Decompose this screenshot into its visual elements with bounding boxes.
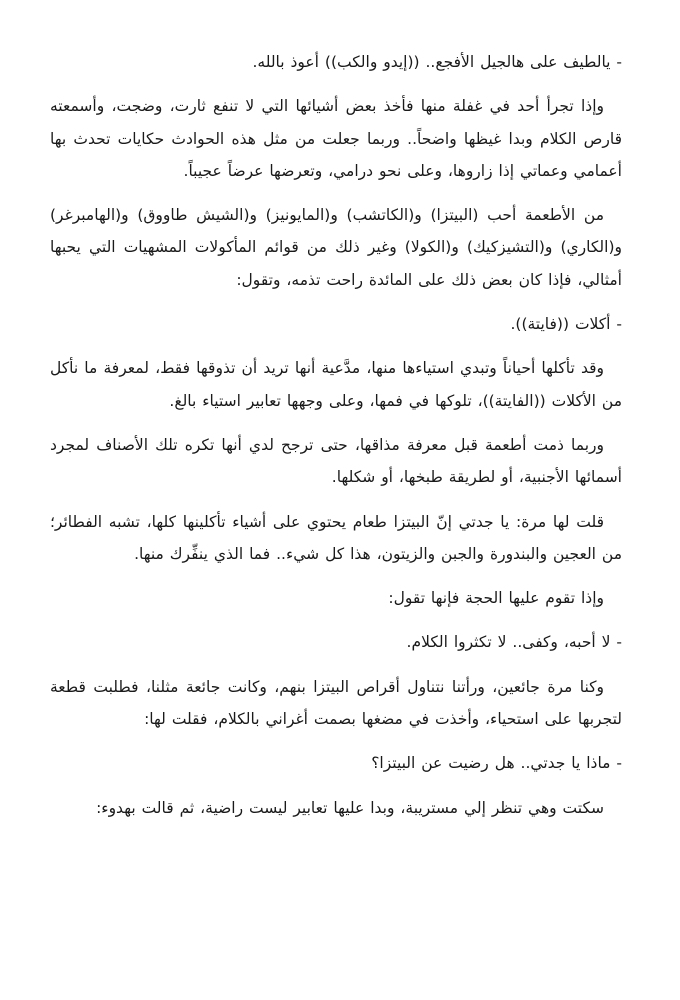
dialogue-line: - ماذا يا جدتي.. هل رضيت عن البيتزا؟ xyxy=(371,754,622,773)
body-paragraph: وإذا تجرأ أحد في غفلة منها فأخذ بعض أشيائها التي لا تنفع ثارت، وضجت، وأسمعته قارص الكلام وبدا غيظها واضحاً.. وربما جعلت من مثل هذه الحوادث حكايات تحدث بها أعمامي وعماتي إذا زاروها، وعلى نحو درامي، وتعرضها عرضاً عجيباً. xyxy=(50,97,622,180)
body-paragraph: وقد تأكلها أحياناً وتبدي استياءها منها، مدَّعية أنها تريد أن تذوقها فقط، لمعرفة ما نأكل من الأكلات ((الفايتة))، تلوكها في فمها، وعلى وجهها تعابير استياء بالغ. xyxy=(50,359,622,410)
body-paragraph: وكنا مرة جائعين، ورأتنا نتناول أقراص البيتزا بنهم، وكانت جائعة مثلنا، فطلبت قطعة لتجربها على استحياء، وأخذت في مضغها بصمت أغراني بالكلام، فقلت لها: xyxy=(50,677,622,729)
body-paragraph: وإذا تقوم عليها الحجة فإنها تقول: xyxy=(388,589,604,608)
dialogue-line: - أكلات ((فايتة)). xyxy=(510,315,622,334)
dialogue-line: - يالطيف على هالجيل الأفجع.. ((إيدو والكب)) أعوذ بالله. xyxy=(252,53,622,71)
book-page xyxy=(50,46,622,836)
dialogue-line: - لا أحبه، وكفى.. لا تكثروا الكلام. xyxy=(406,633,622,652)
body-paragraph: من الأطعمة أحب (البيتزا) و(الكاتشب) و(المايونيز) و(الشيش طاووق) و(الهامبرغر) و(الكاري) و(التشيزكيك) و(الكولا) وغير ذلك من قوائم المأكولات المشهيات التي يحبها أمثالي، فإذا كان بعض ذلك على المائدة راحت تذمه، وتقول: xyxy=(50,206,622,289)
body-paragraph: قلت لها مرة: يا جدتي إنّ البيتزا طعام يحتوي على أشياء تأكلينها كلها، تشبه الفطائر؛ من العجين والبندورة والجبن والزيتون، هذا كل شيء.. فما الذي ينفِّرك منها. xyxy=(50,512,622,563)
body-paragraph: سكتت وهي تنظر إلي مستريبة، وبدا عليها تعابير ليست راضية، ثم قالت بهدوء: xyxy=(96,798,604,817)
body-paragraph: وربما ذمت أطعمة قبل معرفة مذاقها، حتى ترجح لدي أنها تكره تلك الأصناف لمجرد أسمائها الأجنبية، أو لطريقة طبخها، أو شكلها. xyxy=(50,435,622,487)
